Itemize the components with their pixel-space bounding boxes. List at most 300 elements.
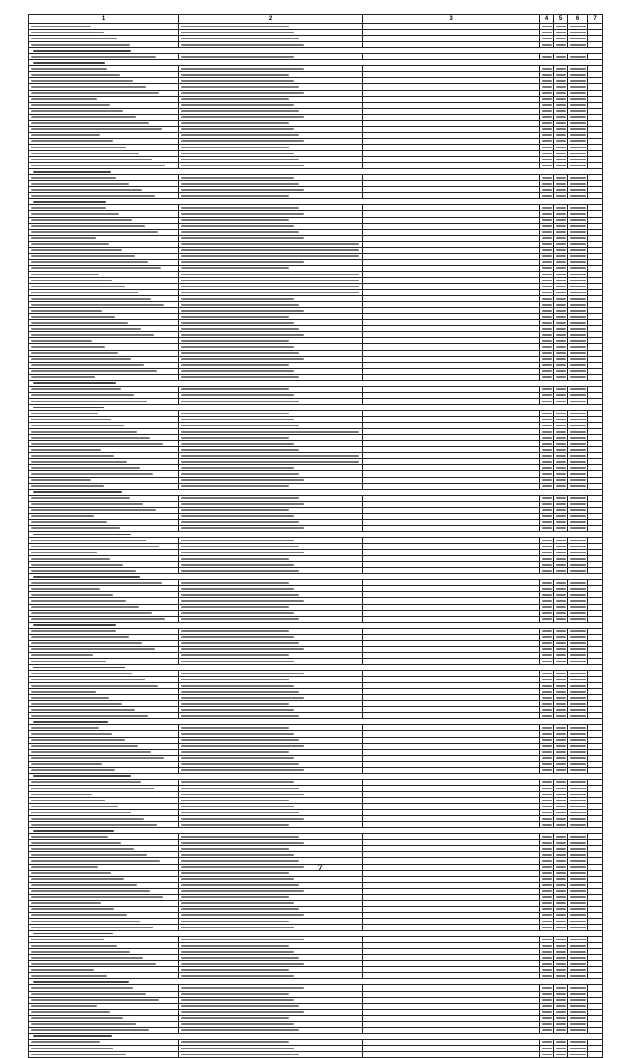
placeholder-text-line (181, 969, 289, 971)
placeholder-text-line (31, 854, 147, 856)
placeholder-text-line (31, 249, 122, 251)
placeholder-text-line (181, 975, 294, 977)
placeholder-text-line (31, 1054, 126, 1056)
placeholder-text-line (31, 255, 135, 257)
placeholder-text-line (570, 352, 586, 354)
placeholder-text-line (31, 183, 129, 185)
placeholder-text-line (556, 419, 566, 421)
placeholder-text-line (570, 673, 586, 675)
placeholder-text-line (31, 473, 153, 475)
placeholder-text-line (556, 261, 566, 263)
placeholder-text-line (181, 945, 289, 947)
placeholder-text-line (31, 316, 115, 318)
placeholder-text-line (556, 388, 566, 390)
placeholder-text-line (556, 322, 566, 324)
placeholder-text-line (31, 461, 127, 463)
placeholder-text-line (181, 304, 299, 306)
placeholder-text-line (570, 794, 586, 796)
placeholder-text-line (556, 479, 566, 481)
placeholder-text-line (556, 963, 566, 965)
placeholder-text-line (181, 1011, 304, 1013)
page-number: 7 (317, 862, 323, 874)
placeholder-text-line (542, 618, 552, 620)
placeholder-text-line (556, 394, 566, 396)
placeholder-text-line (542, 987, 552, 989)
placeholder-text-line (31, 763, 102, 765)
placeholder-text-line (542, 842, 552, 844)
table-cell (29, 1051, 179, 1057)
placeholder-text-line (570, 600, 586, 602)
placeholder-text-line (31, 751, 151, 753)
placeholder-text-line (556, 1054, 566, 1056)
placeholder-text-line (31, 890, 150, 892)
placeholder-text-line (181, 921, 289, 923)
placeholder-text-line (31, 134, 100, 136)
placeholder-text-line (181, 376, 299, 378)
placeholder-text-line (31, 147, 126, 149)
placeholder-text-line (556, 733, 566, 735)
column-header-4: 4 (540, 15, 554, 24)
placeholder-text-line (31, 757, 164, 759)
placeholder-text-line (31, 286, 125, 288)
placeholder-text-line (31, 703, 122, 705)
placeholder-text-line (570, 128, 586, 130)
placeholder-text-line (542, 661, 552, 663)
placeholder-text-line (542, 425, 552, 427)
placeholder-text-line (556, 884, 566, 886)
placeholder-text-line (556, 1041, 566, 1043)
placeholder-text-line (542, 975, 552, 977)
placeholder-text-line (570, 110, 586, 112)
placeholder-text-line (542, 431, 552, 433)
placeholder-text-line (31, 231, 158, 233)
placeholder-text-line (31, 1023, 136, 1025)
placeholder-text-line (181, 848, 289, 850)
placeholder-text-line (542, 159, 552, 161)
placeholder-text-line (556, 497, 566, 499)
table-cell (588, 1051, 603, 1057)
placeholder-text-line (31, 237, 96, 239)
placeholder-text-line (181, 358, 304, 360)
placeholder-text-line (542, 183, 552, 185)
placeholder-text-line (556, 509, 566, 511)
placeholder-text-line (542, 630, 552, 632)
placeholder-text-line (570, 570, 586, 572)
placeholder-text-line (556, 449, 566, 451)
placeholder-text-line (542, 280, 552, 282)
placeholder-text-line (181, 896, 289, 898)
placeholder-text-line (31, 685, 158, 687)
placeholder-text-line (181, 122, 289, 124)
placeholder-text-line (31, 582, 162, 584)
placeholder-text-line (556, 195, 566, 197)
placeholder-text-line (542, 225, 552, 227)
placeholder-text-line (31, 878, 124, 880)
placeholder-text-line (181, 546, 299, 548)
placeholder-text-line (181, 691, 299, 693)
placeholder-text-line (542, 927, 552, 929)
placeholder-text-line (570, 842, 586, 844)
placeholder-text-line (570, 286, 586, 288)
placeholder-text-line (570, 358, 586, 360)
placeholder-text-line (570, 473, 586, 475)
placeholder-text-line (33, 830, 114, 832)
placeholder-text-line (542, 376, 552, 378)
placeholder-text-line (31, 394, 134, 396)
placeholder-text-line (181, 340, 289, 342)
placeholder-text-line (556, 788, 566, 790)
placeholder-text-line (570, 1011, 586, 1013)
placeholder-text-line (31, 455, 114, 457)
placeholder-text-line (31, 467, 140, 469)
placeholder-text-line (570, 38, 586, 40)
placeholder-text-line (181, 225, 294, 227)
placeholder-text-line (570, 376, 586, 378)
placeholder-text-line (542, 122, 552, 124)
placeholder-text-line (570, 207, 586, 209)
placeholder-text-line (556, 134, 566, 136)
placeholder-text-line (570, 413, 586, 415)
placeholder-text-line (542, 715, 552, 717)
column-header-1: 1 (29, 15, 179, 24)
placeholder-text-line (542, 999, 552, 1001)
placeholder-text-line (570, 1029, 586, 1031)
placeholder-text-line (570, 364, 586, 366)
placeholder-text-line (570, 769, 586, 771)
placeholder-text-line (570, 630, 586, 632)
placeholder-text-line (570, 914, 586, 916)
placeholder-text-line (570, 401, 586, 403)
placeholder-text-line (542, 600, 552, 602)
placeholder-text-line (570, 134, 586, 136)
placeholder-text-line (181, 497, 299, 499)
placeholder-text-line (181, 267, 289, 269)
placeholder-text-line (181, 68, 304, 70)
placeholder-text-line (31, 401, 147, 403)
placeholder-text-line (556, 189, 566, 191)
placeholder-text-line (181, 812, 299, 814)
placeholder-text-line (570, 449, 586, 451)
placeholder-text-line (542, 642, 552, 644)
placeholder-text-line (31, 358, 131, 360)
placeholder-text-line (181, 147, 289, 149)
placeholder-text-line (556, 709, 566, 711)
placeholder-text-line (570, 304, 586, 306)
placeholder-text-line (181, 274, 359, 276)
placeholder-text-line (31, 836, 108, 838)
placeholder-text-line (31, 340, 92, 342)
placeholder-text-line (31, 116, 136, 118)
register-table (28, 14, 603, 1058)
placeholder-text-line (556, 739, 566, 741)
placeholder-text-line (181, 1054, 299, 1056)
placeholder-text-line (542, 781, 552, 783)
placeholder-text-line (181, 878, 294, 880)
placeholder-text-line (542, 546, 552, 548)
placeholder-text-line (542, 836, 552, 838)
placeholder-text-line (542, 824, 552, 826)
placeholder-text-line (542, 945, 552, 947)
placeholder-text-line (542, 485, 552, 487)
placeholder-text-line (181, 86, 299, 88)
placeholder-text-line (556, 286, 566, 288)
placeholder-text-line (181, 413, 289, 415)
placeholder-text-line (570, 225, 586, 227)
placeholder-text-line (181, 1041, 289, 1043)
placeholder-text-line (542, 443, 552, 445)
placeholder-text-line (570, 1041, 586, 1043)
placeholder-text-line (542, 497, 552, 499)
placeholder-text-line (181, 594, 299, 596)
placeholder-text-line (181, 255, 359, 257)
placeholder-text-line (33, 775, 131, 777)
placeholder-text-line (181, 316, 289, 318)
placeholder-text-line (556, 812, 566, 814)
placeholder-text-line (570, 969, 586, 971)
placeholder-text-line (542, 44, 552, 46)
placeholder-text-line (570, 26, 586, 28)
placeholder-text-line (31, 515, 94, 517)
placeholder-text-line (31, 128, 162, 130)
placeholder-text-line (542, 346, 552, 348)
placeholder-text-line (570, 237, 586, 239)
placeholder-text-line (570, 44, 586, 46)
placeholder-text-line (542, 993, 552, 995)
placeholder-text-line (31, 56, 156, 58)
placeholder-text-line (570, 527, 586, 529)
placeholder-text-line (181, 715, 299, 717)
placeholder-text-line (556, 92, 566, 94)
placeholder-text-line (181, 963, 304, 965)
placeholder-text-line (542, 207, 552, 209)
placeholder-text-line (31, 207, 106, 209)
placeholder-text-line (31, 437, 150, 439)
placeholder-text-line (542, 582, 552, 584)
placeholder-text-line (31, 497, 130, 499)
placeholder-text-line (181, 788, 299, 790)
placeholder-text-line (570, 661, 586, 663)
placeholder-text-line (542, 957, 552, 959)
placeholder-text-line (542, 153, 552, 155)
placeholder-text-line (556, 878, 566, 880)
placeholder-text-line (542, 890, 552, 892)
placeholder-text-line (542, 806, 552, 808)
placeholder-text-line (556, 280, 566, 282)
placeholder-text-line (542, 86, 552, 88)
placeholder-text-line (556, 727, 566, 729)
placeholder-text-line (570, 515, 586, 517)
placeholder-text-line (31, 328, 141, 330)
placeholder-text-line (181, 745, 304, 747)
placeholder-text-line (31, 552, 97, 554)
placeholder-text-line (181, 80, 294, 82)
placeholder-text-line (556, 443, 566, 445)
placeholder-text-line (556, 74, 566, 76)
placeholder-text-line (181, 177, 294, 179)
placeholder-text-line (570, 165, 586, 167)
placeholder-text-line (33, 576, 140, 578)
placeholder-text-line (181, 425, 299, 427)
placeholder-text-line (181, 515, 294, 517)
placeholder-text-line (181, 939, 304, 941)
placeholder-text-line (31, 769, 115, 771)
placeholder-text-line (542, 92, 552, 94)
placeholder-text-line (556, 128, 566, 130)
placeholder-text-line (181, 74, 289, 76)
placeholder-text-line (570, 606, 586, 608)
placeholder-text-line (556, 140, 566, 142)
placeholder-text-line (31, 788, 154, 790)
placeholder-text-line (181, 364, 289, 366)
placeholder-text-line (556, 612, 566, 614)
placeholder-text-line (31, 485, 104, 487)
placeholder-text-line (542, 636, 552, 638)
header-row (29, 15, 603, 24)
placeholder-text-line (556, 642, 566, 644)
column-header-7: 7 (588, 15, 603, 24)
placeholder-text-line (181, 280, 359, 282)
placeholder-text-line (542, 697, 552, 699)
placeholder-text-line (556, 1029, 566, 1031)
placeholder-text-line (31, 921, 140, 923)
placeholder-text-line (33, 62, 105, 64)
placeholder-text-line (31, 648, 155, 650)
placeholder-text-line (542, 134, 552, 136)
placeholder-text-line (556, 745, 566, 747)
placeholder-text-line (31, 800, 105, 802)
placeholder-text-line (556, 437, 566, 439)
placeholder-text-line (31, 159, 152, 161)
placeholder-text-line (542, 521, 552, 523)
placeholder-text-line (542, 189, 552, 191)
placeholder-text-line (542, 98, 552, 100)
placeholder-text-line (31, 975, 107, 977)
placeholder-text-line (31, 98, 97, 100)
placeholder-text-line (556, 455, 566, 457)
placeholder-text-line (542, 969, 552, 971)
placeholder-text-line (31, 1041, 100, 1043)
placeholder-text-line (570, 340, 586, 342)
placeholder-text-line (556, 292, 566, 294)
placeholder-text-line (570, 812, 586, 814)
placeholder-text-line (542, 56, 552, 58)
placeholder-text-line (181, 673, 304, 675)
placeholder-text-line (31, 945, 117, 947)
placeholder-text-line (556, 540, 566, 542)
column-header-2: 2 (179, 15, 363, 24)
table-cell (363, 1051, 540, 1057)
table-cell (568, 1051, 588, 1057)
placeholder-text-line (31, 443, 163, 445)
placeholder-text-line (181, 503, 304, 505)
placeholder-text-line (542, 902, 552, 904)
placeholder-text-line (570, 564, 586, 566)
placeholder-text-line (181, 636, 294, 638)
placeholder-text-line (181, 128, 294, 130)
placeholder-text-line (542, 884, 552, 886)
placeholder-text-line (31, 376, 95, 378)
placeholder-text-line (181, 110, 299, 112)
placeholder-text-line (181, 818, 304, 820)
placeholder-text-line (542, 515, 552, 517)
placeholder-text-line (31, 914, 127, 916)
placeholder-text-line (181, 195, 289, 197)
placeholder-text-line (31, 806, 118, 808)
placeholder-text-line (556, 485, 566, 487)
placeholder-text-line (556, 116, 566, 118)
placeholder-text-line (556, 515, 566, 517)
placeholder-text-line (542, 352, 552, 354)
placeholder-text-line (570, 993, 586, 995)
placeholder-text-line (31, 636, 129, 638)
placeholder-text-line (542, 606, 552, 608)
placeholder-text-line (556, 957, 566, 959)
placeholder-text-line (570, 878, 586, 880)
placeholder-text-line (542, 358, 552, 360)
placeholder-text-line (570, 1048, 586, 1050)
placeholder-text-line (556, 328, 566, 330)
placeholder-text-line (181, 485, 289, 487)
placeholder-text-line (570, 346, 586, 348)
placeholder-text-line (570, 939, 586, 941)
placeholder-text-line (556, 80, 566, 82)
placeholder-text-line (570, 231, 586, 233)
placeholder-text-line (31, 80, 133, 82)
placeholder-text-line (556, 38, 566, 40)
placeholder-text-line (556, 177, 566, 179)
placeholder-text-line (556, 1017, 566, 1019)
placeholder-text-line (570, 292, 586, 294)
placeholder-text-line (542, 286, 552, 288)
placeholder-text-line (556, 648, 566, 650)
placeholder-text-line (570, 485, 586, 487)
placeholder-text-line (181, 642, 299, 644)
placeholder-text-line (31, 165, 165, 167)
placeholder-text-line (556, 352, 566, 354)
placeholder-text-line (542, 437, 552, 439)
placeholder-text-line (181, 618, 299, 620)
placeholder-text-line (542, 467, 552, 469)
placeholder-text-line (181, 993, 289, 995)
placeholder-text-line (570, 1054, 586, 1056)
placeholder-text-line (31, 298, 151, 300)
placeholder-text-line (181, 388, 289, 390)
placeholder-text-line (556, 461, 566, 463)
placeholder-text-line (542, 552, 552, 554)
placeholder-text-line (570, 636, 586, 638)
placeholder-text-line (181, 92, 304, 94)
placeholder-text-line (31, 304, 164, 306)
placeholder-text-line (570, 183, 586, 185)
placeholder-text-line (181, 310, 304, 312)
placeholder-text-line (31, 540, 146, 542)
placeholder-text-line (181, 509, 289, 511)
placeholder-text-line (181, 987, 304, 989)
placeholder-text-line (556, 219, 566, 221)
placeholder-text-line (181, 794, 304, 796)
placeholder-text-line (570, 249, 586, 251)
placeholder-text-line (33, 981, 129, 983)
placeholder-text-line (570, 328, 586, 330)
placeholder-text-line (570, 715, 586, 717)
placeholder-text-line (556, 588, 566, 590)
placeholder-text-line (31, 697, 109, 699)
placeholder-text-line (570, 86, 586, 88)
placeholder-text-line (542, 588, 552, 590)
placeholder-text-line (181, 249, 359, 251)
placeholder-text-line (570, 195, 586, 197)
placeholder-text-line (570, 854, 586, 856)
